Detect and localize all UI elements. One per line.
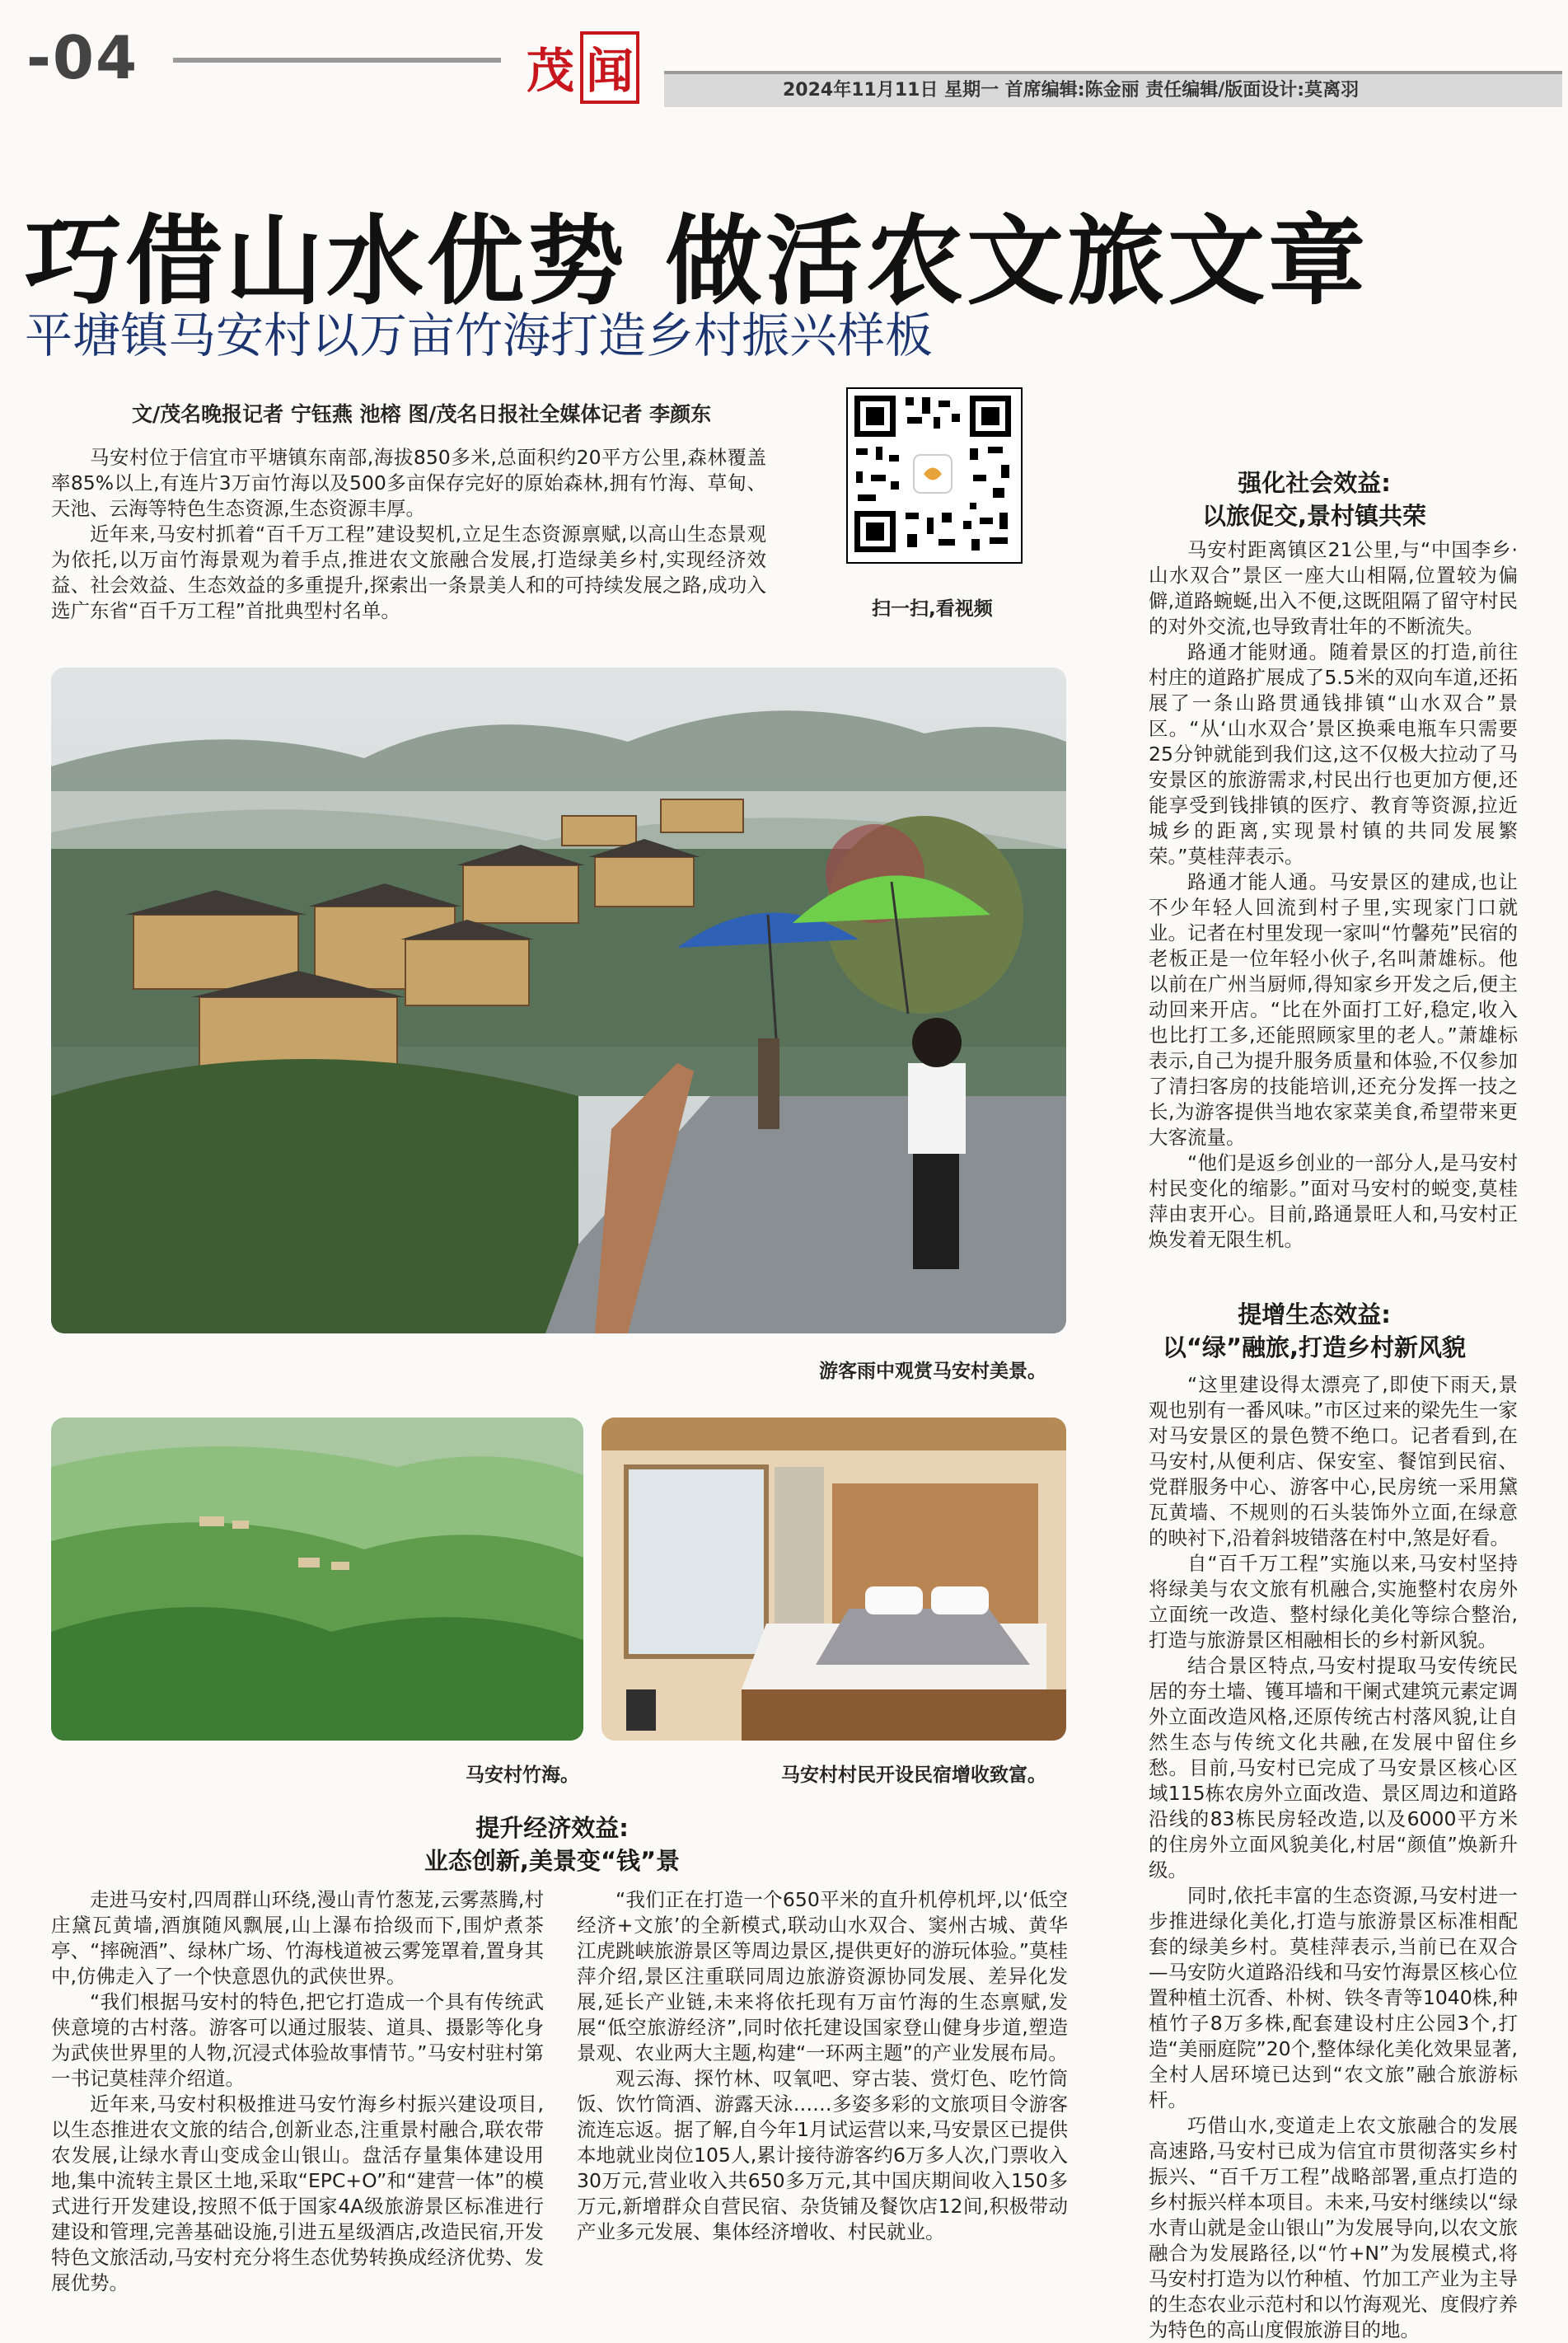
logo-char-wen: 闻 [580,31,639,104]
section-title-line: 业态创新,美景变“钱”景 [424,1847,681,1875]
headline: 巧借山水优势 做活农文旅文章 [25,204,1369,318]
photo-rain-village [51,668,1066,1333]
paragraph: 观云海、探竹林、叹氧吧、穿古装、赏灯色、吃竹筒饭、饮竹筒酒、游露天泳……多姿多彩的文旅项目令游客流连忘返。据了解,自今年1月试运营以来,马安景区已提供本地就业岗位105人,累计接待游客约6万多人次,门票收入30万元,营业收入共650多万元,其中国庆期间收入150多万元,新增群众自营民宿、杂货铺及餐饮店12间,积极带动产业多元发展、集体经济增收、村民就业。 [577,2067,1068,2243]
homestay-room-illustration [601,1418,1066,1741]
paragraph: 同时,依托丰富的生态资源,马安村进一步推进绿化美化,打造与旅游景区标准相配套的绿美乡村。莫桂萍表示,当前已在双合—马安防火道路沿线和马安竹海景区核心位置种植土沉香、朴树、铁冬青等1040株,种植竹子8万多株,配套建设村庄公园3个,打造“美丽庭院”20个,整体绿化美化效果显著,全村人居环境已达到“农文旅”融合旅游标杆。 [1149,1884,1518,2111]
section-body-economic-right [577,1887,1068,2245]
date-editor-line: 2024年11月11日 星期一 首席编辑:陈金丽 责任编辑/版面设计:莫离羽 [783,80,1360,101]
qr-caption: 扫一扫,看视频 [872,598,993,620]
section-title-social [1108,466,1520,532]
photo-bamboo-sea [51,1418,583,1741]
paragraph: “这里建设得太漂亮了,即使下雨天,景观也别有一番风味。”市区过来的梁先生一家对马安景区的景色赞不绝口。记者看到,在马安村,从便利店、保安室、餐馆到民宿、党群服务中心、游客中心,民房统一采用黛瓦黄墙、不规则的石头装饰外立面,在绿意的映衬下,沿着斜坡错落在村中,煞是好看。 [1149,1373,1518,1549]
section-title-line: 提升经济效益: [475,1814,629,1842]
logo-char-mao: 茂 [526,43,574,99]
paragraph: 巧借山水,变道走上农文旅融合的发展高速路,马安村已成为信宜市贯彻落实乡村振兴、“百千万工程”战略部署,重点打造的乡村振兴样本项目。未来,马安村继续以“绿水青山就是金山银山”为发展导向,以农文旅融合为发展路径,以“竹+N”为发展模式,将马安村打造为以竹种植、竹加工产业为主导的生态农业示范村和以竹海观光、度假疗养为特色的高山度假旅游目的地。 [1149,2114,1518,2341]
room-photo-caption: 马安村村民开设民宿增收致富。 [781,1764,1046,1786]
section-title-line: 强化社会效益: [1238,469,1391,497]
paragraph: 走进马安村,四周群山环绕,漫山青竹葱茏,云雾蒸腾,村庄黛瓦黄墙,酒旗随风飘展,山上瀑布拾级而下,围炉煮茶亭、“摔碗酒”、绿林广场、竹海栈道被云雾笼罩着,置身其中,仿佛走入了一个快意恩仇的武侠世界。 [51,1888,544,1988]
section-body-social [1149,537,1518,1253]
subheadline: 平塘镇马安村以万亩竹海打造乡村振兴样板 [25,307,934,363]
page-number: -04 [26,23,139,92]
section-title-line: 以旅促交,景村镇共荣 [1201,502,1427,530]
paragraph: “我们正在打造一个650平米的直升机停机坪,以‘低空经济+文旅’的全新模式,联动山水双合、窦州古城、黄华江虎跳峡旅游景区等周边景区,提供更好的游玩体验。”莫桂萍介绍,景区注重联同周边旅游资源协同发展、差异化发展,延长产业链,未来将依托现有万亩竹海的生态禀赋,发展“低空旅游经济”,同时依托建设国家登山健身步道,塑造景观、农业两大主题,构建“一环两主题”的产业发展布局。 [577,1888,1068,2064]
paragraph: “他们是返乡创业的一部分人,是马安村村民变化的缩影。”面对马安村的蜕变,莫桂萍由衷开心。目前,路通景旺人和,马安村正焕发着无限生机。 [1149,1151,1518,1251]
paragraph: 近年来,马安村积极推进马安竹海乡村振兴建设项目,以生态推进农文旅的结合,创新业态,注重景村融合,联农带农发展,让绿水青山变成金山银山。盘活存量集体建设用地,集中流转主景区土地,采取“EPC+O”和“建营一体”的模式进行开发建设,按照不低于国家4A级旅游景区标准进行建设和管理,完善基础设施,引进五星级酒店,改造民宿,开发特色文旅活动,马安村充分将生态优势转换成经济优势、发展优势。 [51,2092,544,2294]
paragraph: 结合景区特点,马安村提取马安传统民居的夯土墙、镬耳墙和干阑式建筑元素定调外立面改造风格,还原传统古村落风貌,让自然生态与传统文化共融,在发展中留住乡愁。目前,马安村已完成了马安景区核心区域115栋农房外立面改造、景区周边和道路沿线的83栋民房轻改造,以及6000平方米的住房外立面风貌美化,村居“颜值”焕新升级。 [1149,1654,1518,1881]
lead-paragraph: 马安村位于信宜市平塘镇东南部,海拔850多米,总面积约20平方公里,森林覆盖率85%以上,有连片3万亩竹海以及500多亩保存完好的原始森林,拥有竹海、草甸、天池、云海等特色生态资源,生态资源丰厚。 [51,446,766,520]
section-body-economic-left [51,1887,544,2296]
section-body-ecology [1149,1372,1518,2343]
section-title-line: 以“绿”融旅,打造乡村新风貌 [1162,1333,1467,1361]
paragraph: 路通才能人通。马安景区的建成,也让不少年轻人回流到村子里,实现家门口就业。记者在村里发现一家叫“竹馨苑”民宿的老板正是一位年轻小伙子,名叫萧雄标。他以前在广州当厨师,得知家乡开发之后,便主动回来开店。“比在外面打工好,稳定,收入也比打工多,还能照顾家里的老人。”萧雄标表示,自己为提升服务质量和体验,不仅参加了清扫客房的技能培训,还充分发挥一技之长,为游客提供当地农家菜美食,希望带来更大客流量。 [1149,870,1518,1149]
main-photo-caption: 游客雨中观赏马安村美景。 [819,1361,1046,1382]
paragraph: 路通才能财通。随着景区的打造,前往村庄的道路扩展成了5.5米的双向车道,还拓展了一条山路贯通钱排镇“山水双合”景区。“从‘山水双合’景区换乘电瓶车只需要25分钟就能到我们这,这不仅极大拉动了马安景区的旅游需求,村民出行也更加方便,还能享受到钱排镇的医疗、教育等资源,拉近城乡的距离,实现景村镇的共同发展繁荣。”莫桂萍表示。 [1149,640,1518,868]
paragraph: 马安村距离镇区21公里,与“中国李乡·山水双合”景区一座大山相隔,位置较为偏僻,道路蜿蜒,出入不便,这既阻隔了留守村民的对外交流,也导致青壮年的不断流失。 [1149,538,1518,638]
section-title-economic [346,1811,758,1877]
qr-code[interactable] [846,387,1023,564]
section-title-line: 提增生态效益: [1238,1300,1391,1328]
bamboo-photo-caption: 马安村竹海。 [466,1764,579,1786]
village-rain-illustration [51,668,1066,1333]
paragraph: 自“百千万工程”实施以来,马安村坚持将绿美与农文旅有机融合,实施整村农房外立面统一改造、整村绿化美化等综合整治,打造与旅游景区相融相长的乡村新风貌。 [1149,1552,1518,1652]
paragraph: “我们根据马安村的特色,把它打造成一个具有传统武侠意境的古村落。游客可以通过服装、道具、摄影等化身为武侠世界里的人物,沉浸式体验故事情节。”马安村驻村第一书记莫桂萍介绍道。 [51,1990,544,2090]
section-title-ecology [1108,1298,1520,1364]
byline: 文/茂名晚报记者 宁钰燕 池榕 图/茂名日报社全媒体记者 李颜东 [132,402,712,426]
section-logo [521,31,653,107]
lead-text [51,445,766,624]
header-rule [173,58,501,63]
photo-homestay-room [601,1418,1066,1741]
qr-code-icon [848,389,1018,559]
bamboo-sea-illustration [51,1418,583,1741]
lead-paragraph: 近年来,马安村抓着“百千万工程”建设契机,立足生态资源禀赋,以高山生态景观为依托,以万亩竹海景观为着手点,推进农文旅融合发展,打造绿美乡村,实现经济效益、社会效益、生态效益的多重提升,探索出一条景美人和的可持续发展之路,成功入选广东省“百千万工程”首批典型村名单。 [51,522,766,622]
